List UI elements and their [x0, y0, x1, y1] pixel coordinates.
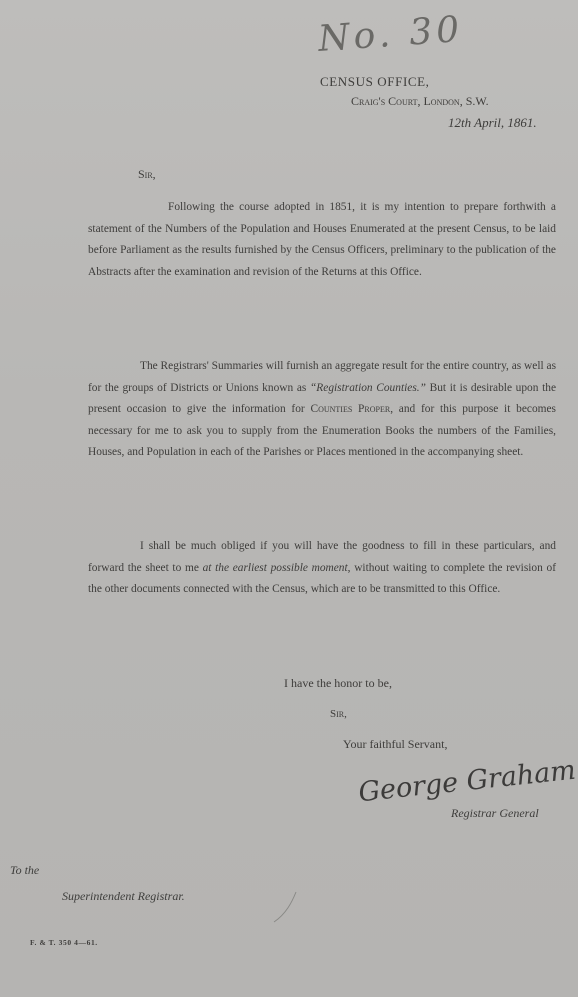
- footer-print-code: F. & T. 350 4—61.: [30, 938, 98, 947]
- signatory-title: Registrar General: [451, 806, 539, 820]
- office-address: Craig's Court, London, S.W.: [351, 94, 489, 108]
- address-to: To the: [10, 863, 40, 877]
- paragraph-2-text-e: , and for this purpose it becomes necessary for me to ask you to supply from the Enumeration Books the numbers of the Families, Houses, and Population in each of the Parishes or Places mentioned in the accompanying sheet.: [88, 403, 556, 459]
- closing-line-2: Sir,: [330, 708, 347, 720]
- paragraph-3-text-c: , without waiting to complete the revision of the other documents connected with the Census, which are to be transmitted to this Office.: [88, 561, 556, 596]
- handwritten-number: No. 30: [316, 8, 465, 61]
- paragraph-3: [88, 536, 556, 601]
- closing-line-3: Your faithful Servant,: [343, 737, 448, 751]
- signature: George Graham: [356, 754, 578, 809]
- paragraph-2-text-c: But it is desirable upon the present occasion to give the information for: [88, 381, 556, 416]
- paragraph-2: [88, 356, 556, 464]
- pencil-mark-icon: [270, 888, 300, 928]
- recipient: Superintendent Registrar.: [62, 889, 185, 903]
- paragraph-2-text-a: The Registrars' Summaries will furnish an aggregate result for the entire country, as well as for the groups of Districts or Unions known as: [88, 360, 556, 394]
- paragraph-2-counties-proper: Counties Proper: [310, 403, 391, 416]
- letter-date: 12th April, 1861.: [448, 115, 537, 130]
- paragraph-3-emphasis: at the earliest possible moment: [202, 561, 348, 574]
- paragraph-1: [88, 197, 556, 283]
- salutation: Sir,: [138, 167, 156, 181]
- paragraph-1-text: Following the course adopted in 1851, it is my intention to prepare forthwith a statement of the Numbers of the Population and Houses Enumerated at the present Census, to be laid before Parliament as the results furnished by the Census Officers, preliminary to the publication of the Abstracts after the examination and revision of the Returns at this Office.: [88, 201, 556, 278]
- paragraph-2-registration-counties: “Registration Counties.”: [309, 381, 426, 394]
- paragraph-3-text-a: I shall be much obliged if you will have the goodness to fill in these particulars, and forward the sheet to me: [88, 540, 556, 574]
- office-name: CENSUS OFFICE,: [320, 74, 430, 89]
- closing-line-1: I have the honor to be,: [284, 676, 392, 690]
